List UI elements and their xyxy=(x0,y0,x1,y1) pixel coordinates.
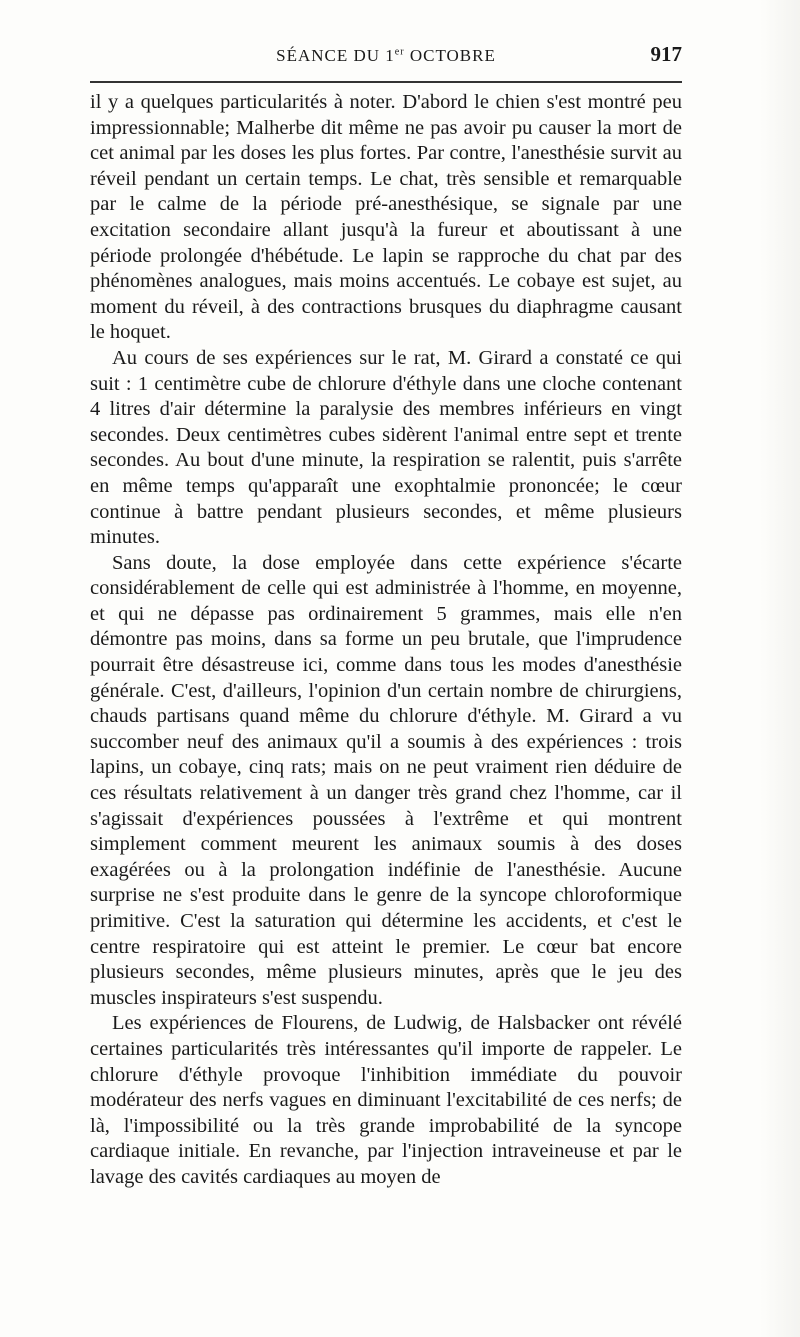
body-text xyxy=(90,90,682,1191)
paragraph-2: Au cours de ses expériences sur le rat, M. Girard a constaté ce qui suit : 1 centimètre cube de chlorure d'éthyle dans une cloche contenant 4 litres d'air détermine la paralysie des membres inférieurs en vingt secondes. Deux centimètres cubes sidèrent l'animal entre sept et trente secondes. Au bout d'une minute, la respiration se ralentit, puis s'arrête en même temps qu'apparaît une exophtalmie prononcée; le cœur continue à battre pendant plusieurs secondes, et même plusieurs minutes. xyxy=(90,346,682,549)
page-edge-shading xyxy=(760,0,800,1337)
paragraph-1: il y a quelques particularités à noter. D'abord le chien s'est montré peu impressionnable; Malherbe dit même ne pas avoir pu causer la mort de cet animal par les doses les plus fortes. Par contre, l'anesthésie survit au réveil pendant un certain temps. Le chat, très sensible et remarquable par le calme de la période pré-anesthésique, se signale par une excitation secondaire allant jusqu'à la fureur et aboutissant à une période prolongée d'hébétude. Le lapin se rapproche du chat par des phénomènes analogues, mais moins accentués. Le cobaye est sujet, au moment du réveil, à des contractions brusques du diaphragme causant le hoquet. xyxy=(90,91,682,344)
running-title-superscript: er xyxy=(394,46,405,58)
running-title-month: OCTOBRE xyxy=(404,46,496,65)
running-title-text: SÉANCE DU 1 xyxy=(276,46,395,65)
page-number: 917 xyxy=(650,42,682,66)
paragraph-3: Sans doute, la dose employée dans cette expérience s'écarte considérablement de celle qui est administrée à l'homme, en moyenne, et qui ne dépasse pas ordinairement 5 grammes, mais elle n'en démontre pas moins, dans sa forme un peu brutale, que l'imprudence pourrait être désastreuse ici, comme dans tous les modes d'anesthésie générale. C'est, d'ailleurs, l'opinion d'un certain nombre de chirurgiens, chauds partisans quand même du chlorure d'éthyle. M. Girard a vu succomber neuf des animaux qu'il a soumis à des expériences : trois lapins, un cobaye, cinq rats; mais on ne peut vraiment rien déduire de ces résultats relativement à un danger très grand chez l'homme, car il s'agissait d'expériences poussées à l'extrême et qui montrent simplement comment meurent les animaux soumis à des doses exagérées ou à la prolongation indéfinie de l'anesthésie. Aucune surprise ne s'est produite dans le genre de la syncope chloroformique primitive. C'est la saturation qui détermine les accidents, et c'est le centre respiratoire qui est atteint le premier. Le cœur bat encore plusieurs secondes, même plusieurs minutes, après que le jeu des muscles inspirateurs s'est suspendu. xyxy=(90,551,682,1009)
running-title xyxy=(90,46,682,66)
header-rule xyxy=(90,81,682,83)
running-head xyxy=(90,42,682,72)
paragraph-4: Les expériences de Flourens, de Ludwig, de Halsbacker ont révélé certaines particularités très intéressantes qu'il importe de rappeler. Le chlorure d'éthyle provoque l'inhibition immédiate du pouvoir modérateur des nerfs vagues en diminuant l'excitabilité de ces nerfs; de là, l'impossibilité ou la très grande improbabilité de la syncope cardiaque initiale. En revanche, par l'injection intraveineuse et par le lavage des cavités cardiaques au moyen de xyxy=(90,1012,682,1188)
